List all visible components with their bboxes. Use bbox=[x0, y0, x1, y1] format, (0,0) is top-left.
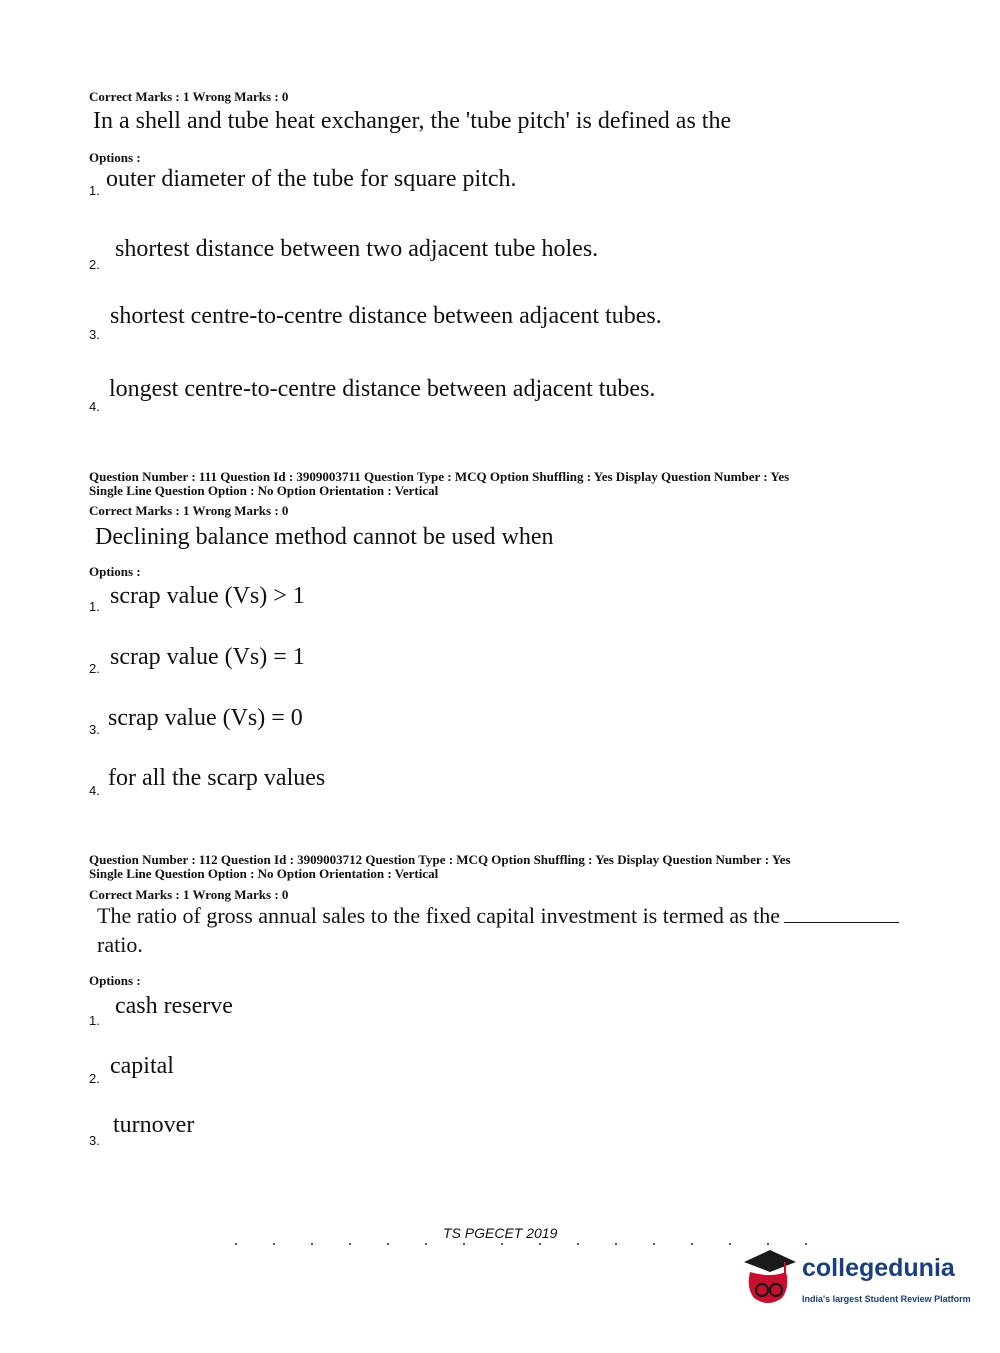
collegedunia-logo[interactable] bbox=[740, 1248, 970, 1318]
q111-option-4-number: 4. bbox=[89, 783, 100, 798]
q111-meta-line-2: Single Line Question Option : No Option Orientation : Vertical bbox=[89, 483, 439, 498]
q110-option-4-text[interactable]: longest centre-to-centre distance between adjacent tubes. bbox=[109, 376, 656, 402]
q112-option-1-text[interactable]: cash reserve bbox=[115, 993, 233, 1019]
q110-option-3-number: 3. bbox=[89, 327, 100, 342]
q112-option-2-number: 2. bbox=[89, 1071, 100, 1086]
q111-option-4-text[interactable]: for all the scarp values bbox=[108, 765, 326, 791]
q111-question-text: Declining balance method cannot be used when bbox=[95, 524, 554, 550]
answer-blank bbox=[784, 902, 899, 923]
q112-option-1-number: 1. bbox=[89, 1013, 100, 1028]
footer-exam-title: TS PGECET 2019 bbox=[443, 1225, 558, 1241]
q111-option-3-number: 3. bbox=[89, 722, 100, 737]
footer-dotted-rule bbox=[235, 1243, 815, 1245]
q112-question-text-line-2: ratio. bbox=[97, 932, 143, 957]
q111-meta-line-1: Question Number : 111 Question Id : 3909003711 Question Type : MCQ Option Shuffling : Yes Display Question Number : Yes bbox=[89, 469, 790, 484]
q111-marks: Correct Marks : 1 Wrong Marks : 0 bbox=[89, 503, 289, 518]
logo-wordmark: collegedunia bbox=[802, 1254, 955, 1282]
q111-option-1-text[interactable]: scrap value (Vs) > 1 bbox=[110, 583, 305, 609]
q110-options-label: Options : bbox=[89, 150, 141, 165]
q111-option-3-text[interactable]: scrap value (Vs) = 0 bbox=[108, 705, 303, 731]
q112-question-text-span: The ratio of gross annual sales to the fixed capital investment is termed as the bbox=[97, 903, 781, 928]
q111-option-2-text[interactable]: scrap value (Vs) = 1 bbox=[110, 644, 305, 670]
q112-option-3-number: 3. bbox=[89, 1133, 100, 1148]
q110-question-text: In a shell and tube heat exchanger, the 'tube pitch' is defined as the bbox=[93, 108, 732, 134]
q112-meta-line-2: Single Line Question Option : No Option Orientation : Vertical bbox=[89, 866, 439, 881]
logo-tagline: India's largest Student Review Platform bbox=[802, 1294, 971, 1304]
q110-option-1-text[interactable]: outer diameter of the tube for square pitch. bbox=[106, 166, 517, 192]
q110-option-2-text[interactable]: shortest distance between two adjacent tube holes. bbox=[115, 236, 599, 262]
q110-option-2-number: 2. bbox=[89, 257, 100, 272]
q110-marks: Correct Marks : 1 Wrong Marks : 0 bbox=[89, 89, 289, 104]
q111-option-1-number: 1. bbox=[89, 599, 100, 614]
q110-option-3-text[interactable]: shortest centre-to-centre distance between adjacent tubes. bbox=[110, 303, 662, 329]
q112-meta-line-1: Question Number : 112 Question Id : 3909003712 Question Type : MCQ Option Shuffling : Yes Display Question Number : Yes bbox=[89, 852, 791, 867]
q111-options-label: Options : bbox=[89, 564, 141, 579]
q111-option-2-number: 2. bbox=[89, 661, 100, 676]
q112-option-3-text[interactable]: turnover bbox=[113, 1112, 195, 1138]
q110-option-4-number: 4. bbox=[89, 399, 100, 414]
q112-options-label: Options : bbox=[89, 973, 141, 988]
q110-option-1-number: 1. bbox=[89, 183, 100, 198]
q112-question-text-line-1 bbox=[97, 902, 899, 929]
q112-marks: Correct Marks : 1 Wrong Marks : 0 bbox=[89, 887, 289, 902]
mascot-icon bbox=[740, 1248, 800, 1310]
q112-option-2-text[interactable]: capital bbox=[110, 1053, 174, 1079]
